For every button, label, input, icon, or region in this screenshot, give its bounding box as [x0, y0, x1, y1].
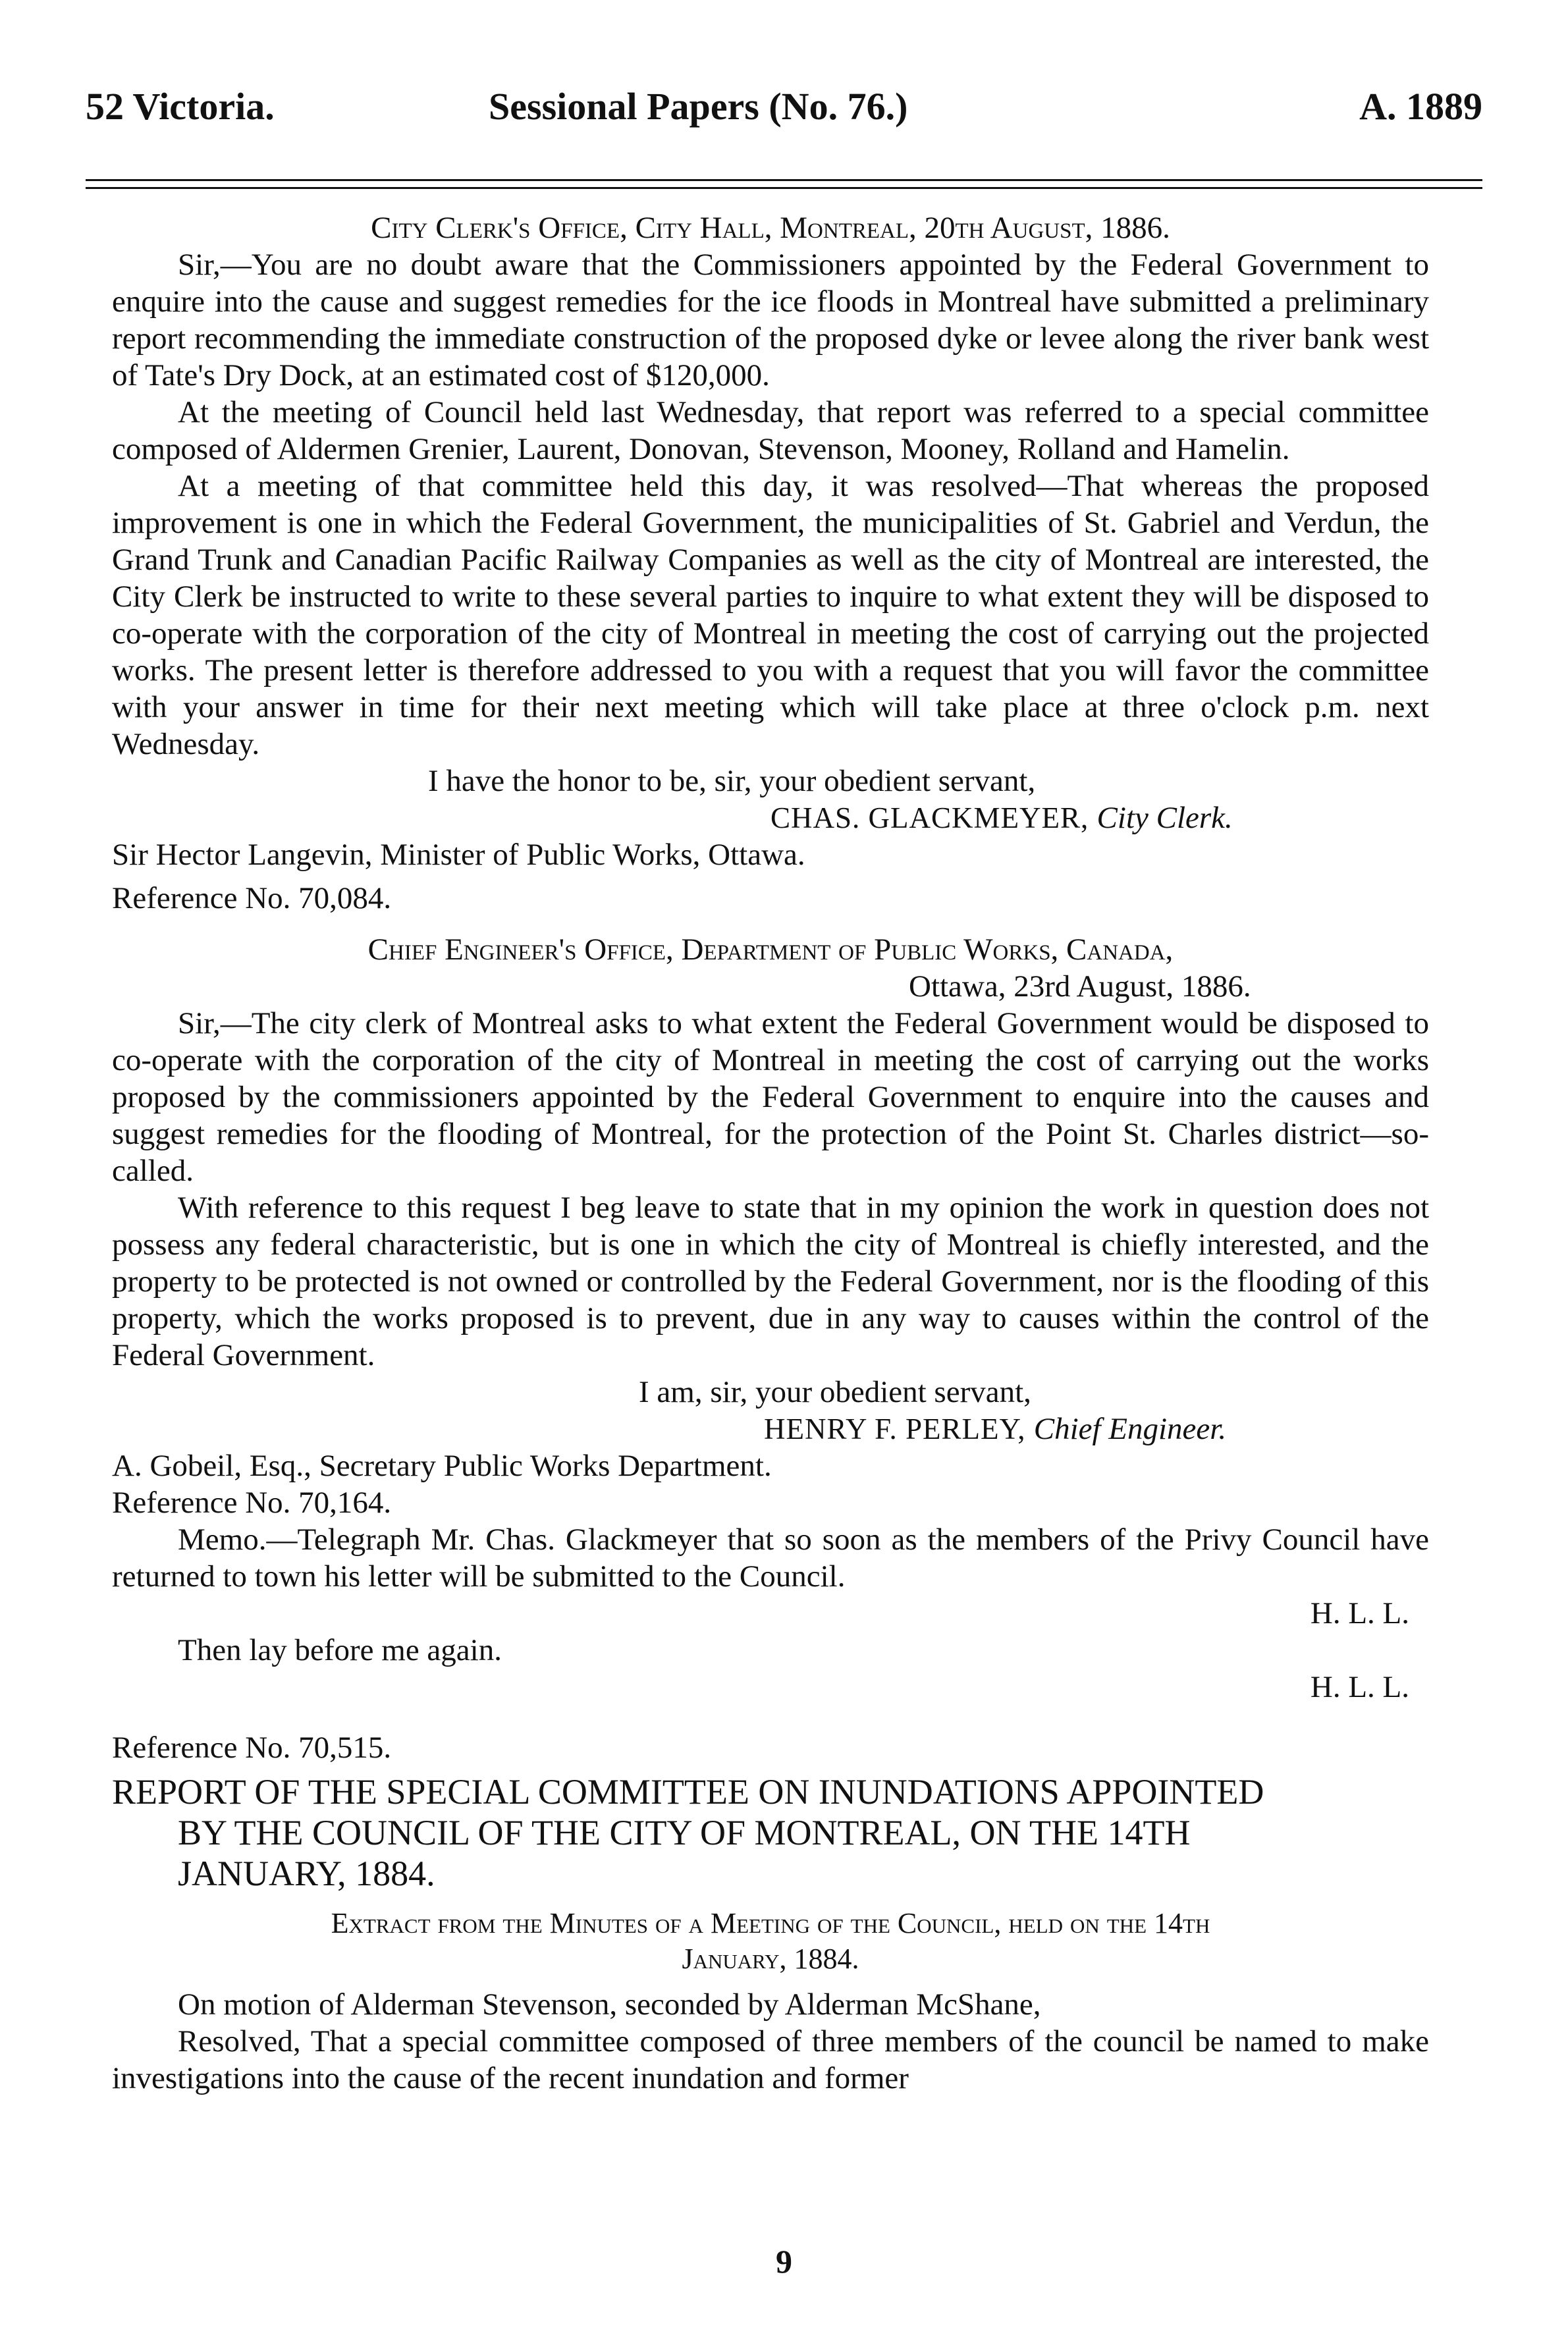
page-number: 9 [776, 2243, 792, 2280]
letter2-closing: I am, sir, your obedient servant, [639, 1375, 1031, 1409]
letter1-addressee: Sir Hector Langevin, Minister of Public Works, Ottawa. [112, 838, 805, 872]
letter2-signer: HENRY F. PERLEY, [764, 1413, 1034, 1445]
header-volume: 52 Victoria. [86, 85, 275, 128]
extract-heading-line-2: January, 1884. [682, 1943, 859, 1975]
report-title-line-3: JANUARY, 1884. [178, 1854, 435, 1893]
letter2-signer-title: Chief Engineer. [1033, 1412, 1227, 1446]
letter1-signature [112, 799, 1429, 836]
header-rule-thin [86, 187, 1482, 189]
header-year: A. 1889 [1359, 85, 1482, 128]
letter2-heading: Chief Engineer's Office, Department of Public Works, Canada, [367, 932, 1174, 967]
report-motion: On motion of Alderman Stevenson, seconded by Alderman McShane, [178, 1987, 1041, 2022]
letter2-addressee: A. Gobeil, Esq., Secretary Public Works Department. [112, 1449, 772, 1483]
reference-3: Reference No. 70,515. [112, 1731, 392, 1765]
report-title-line-2: BY THE COUNCIL OF THE CITY OF MONTREAL, ON THE 14TH [178, 1813, 1191, 1852]
report-resolution: Resolved, That a special committee composed of three members of the council be named to make investigations into the cause of the recent inundation and former [112, 2024, 1429, 2095]
memo-initials-2: H. L. L. [1310, 1670, 1409, 1704]
report-title-line-1: REPORT OF THE SPECIAL COMMITTEE ON INUNDATIONS APPOINTED [112, 1772, 1264, 1812]
letter2-paragraph-1: Sir,—The city clerk of Montreal asks to what extent the Federal Government would be disposed to co-operate with the corporation of the city of Montreal in meeting the cost of carrying out the works proposed by the commissioners appointed by the Federal Government to enquire into the causes and suggest remedies for the flooding of Montreal, for the protection of the Point St. Charles district—so-called. [112, 1006, 1429, 1188]
letter2-paragraph-2: With reference to this request I beg leave to state that in my opinion the work in question does not possess any federal characteristic, but is one in which the city of Montreal is chiefly interested, and the property to be protected is not owned or controlled by the Federal Government, nor is the flooding of this property, which the works proposed is to prevent, due in any way to causes within the control of the Federal Government. [112, 1191, 1429, 1372]
header-title: Sessional Papers (No. 76.) [489, 85, 908, 128]
extract-heading-line-1: Extract from the Minutes of a Meeting of the Council, held on the 14th [331, 1907, 1210, 1939]
letter1-closing: I have the honor to be, sir, your obedient servant, [428, 764, 1036, 798]
letter2-dateline: Ottawa, 23rd August, 1886. [909, 969, 1251, 1004]
letter1-paragraph-2: At the meeting of Council held last Wednesday, that report was referred to a special committee composed of Aldermen Grenier, Laurent, Donovan, Stevenson, Mooney, Rolland and Hamelin. [112, 395, 1429, 466]
page-body [112, 209, 1429, 2097]
memo-text: Memo.—Telegraph Mr. Chas. Glackmeyer that so soon as the members of the Privy Council have returned to town his letter will be submitted to the Council. [112, 1522, 1429, 1594]
letter1-paragraph-3: At a meeting of that committee held this day, it was resolved—That whereas the proposed improvement is one in which the Federal Government, the municipalities of St. Gabriel and Verdun, the Grand Trunk and Canadian Pacific Railway Companies as well as the city of Montreal are interested, the City Clerk be instructed to write to these several parties to inquire to what extent they will be disposed to co-operate with the corporation of the city of Montreal in meeting the cost of carrying out the projected works. The present letter is therefore addressed to you with a request that you will favor the committee with your answer in time for their next meeting which will take place at three o'clock p.m. next Wednesday. [112, 469, 1429, 761]
running-header [86, 84, 1482, 144]
header-rule [86, 179, 1482, 181]
memo-initials-1: H. L. L. [1310, 1596, 1409, 1630]
letter2-signature [112, 1411, 1429, 1447]
letter1-signer-title: City Clerk. [1096, 801, 1233, 835]
report-title [112, 1771, 1429, 1894]
memo-instruction: Then lay before me again. [178, 1633, 502, 1667]
letter1-paragraph-1: Sir,—You are no doubt aware that the Commissioners appointed by the Federal Government to enquire into the cause and suggest remedies for the ice floods in Montreal have submitted a preliminary report recommending the immediate construction of the proposed dyke or levee along the river bank west of Tate's Dry Dock, at an estimated cost of $120,000. [112, 248, 1429, 392]
reference-1: Reference No. 70,084. [112, 881, 392, 915]
letter1-signer: CHAS. GLACKMEYER, [770, 801, 1097, 834]
letter1-dateline: City Clerk's Office, City Hall, Montreal, 20th August, 1886. [371, 211, 1170, 245]
extract-heading [112, 1906, 1429, 1977]
reference-2: Reference No. 70,164. [112, 1486, 392, 1520]
